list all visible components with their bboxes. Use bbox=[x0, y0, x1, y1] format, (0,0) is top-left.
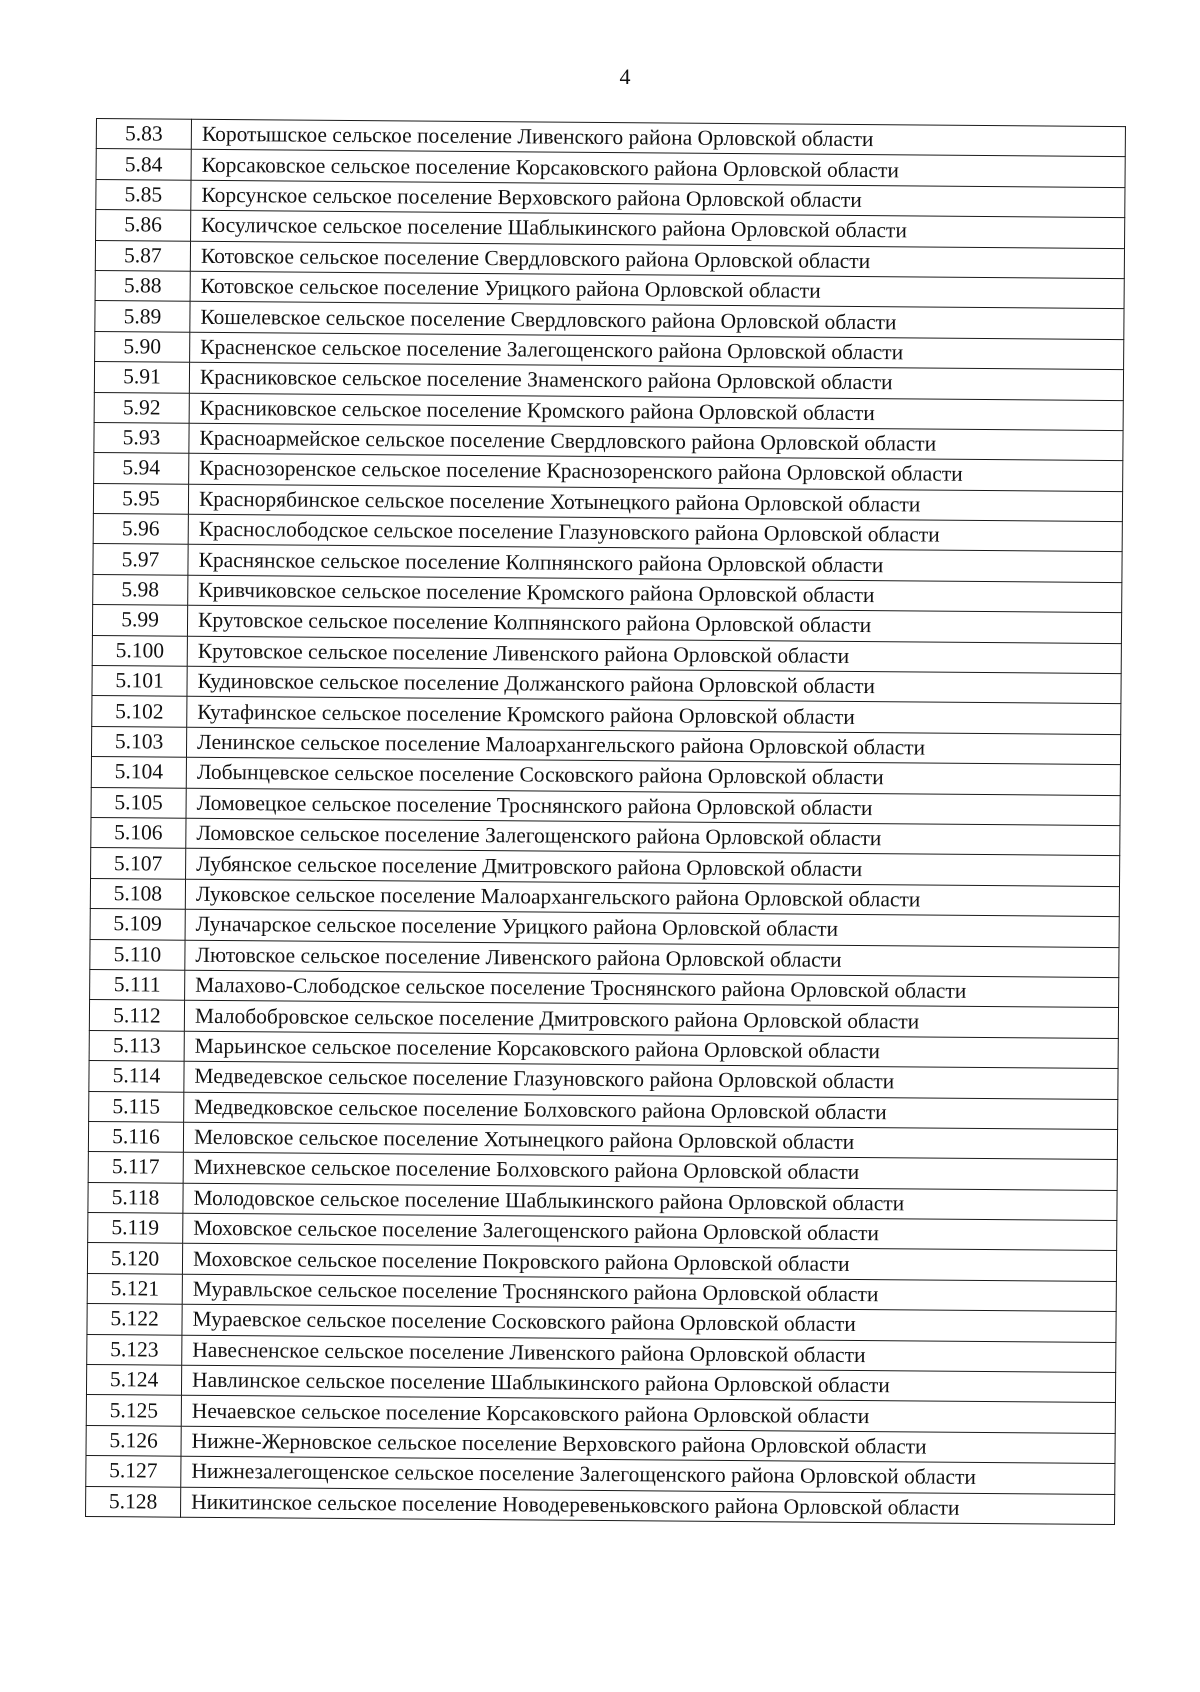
row-number-cell: 5.120 bbox=[87, 1243, 182, 1274]
settlement-name-cell: Котовское сельское поселение Свердловского района Орловской области bbox=[190, 241, 1124, 279]
row-number-cell: 5.113 bbox=[89, 1030, 184, 1061]
settlement-name-cell: Лютовское сельское поселение Ливенского района Орловской области bbox=[185, 940, 1119, 978]
settlement-name-cell: Красненское сельское поселение Залегощенского района Орловской области bbox=[190, 332, 1124, 370]
settlement-name-cell: Краснорябинское сельское поселение Хотынецкого района Орловской области bbox=[188, 484, 1122, 522]
row-number-cell: 5.126 bbox=[86, 1425, 181, 1456]
row-number-cell: 5.109 bbox=[90, 909, 185, 940]
settlement-name-cell: Корсунское сельское поселение Верховского района Орловской области bbox=[191, 180, 1125, 218]
settlement-name-cell: Мураевское сельское поселение Сосковского района Орловской области bbox=[182, 1304, 1116, 1342]
row-number-cell: 5.94 bbox=[94, 453, 189, 484]
settlement-name-cell: Малахово-Слободское сельское поселение Троснянского района Орловской области bbox=[185, 970, 1119, 1008]
page-number: 4 bbox=[619, 64, 631, 89]
settlement-name-cell: Кошелевское сельское поселение Свердловского района Орловской области bbox=[190, 302, 1124, 340]
settlement-name-cell: Коротышское сельское поселение Ливенского района Орловской области bbox=[191, 119, 1125, 157]
settlement-name-cell: Луковское сельское поселение Малоархангельского района Орловской области bbox=[185, 879, 1119, 917]
row-number-cell: 5.88 bbox=[95, 270, 190, 301]
row-number-cell: 5.86 bbox=[96, 210, 191, 241]
settlement-name-cell: Лобынцевское сельское поселение Сосковского района Орловской области bbox=[186, 757, 1120, 795]
row-number-cell: 5.98 bbox=[93, 574, 188, 605]
settlement-name-cell: Молодовское сельское поселение Шаблыкинского района Орловской области bbox=[183, 1183, 1117, 1221]
row-number-cell: 5.122 bbox=[87, 1304, 182, 1335]
settlement-name-cell: Ломовское сельское поселение Залегощенского района Орловской области bbox=[186, 818, 1120, 856]
row-number-cell: 5.83 bbox=[96, 119, 191, 150]
row-number-cell: 5.102 bbox=[92, 696, 187, 727]
settlement-name-cell: Меловское сельское поселение Хотынецкого района Орловской области bbox=[183, 1122, 1117, 1160]
settlement-name-cell: Михневское сельское поселение Болховского района Орловской области bbox=[183, 1152, 1117, 1190]
settlement-name-cell: Корсаковское сельское поселение Корсаковского района Орловской области bbox=[191, 150, 1125, 188]
row-number-cell: 5.84 bbox=[96, 149, 191, 180]
settlement-name-cell: Нижнезалегощенское сельское поселение Залегощенского района Орловской области bbox=[181, 1456, 1115, 1494]
row-number-cell: 5.118 bbox=[88, 1182, 183, 1213]
row-number-cell: 5.93 bbox=[94, 422, 189, 453]
row-number-cell: 5.96 bbox=[93, 514, 188, 545]
settlement-name-cell: Красниковское сельское поселение Кромского района Орловской области bbox=[189, 393, 1123, 431]
row-number-cell: 5.104 bbox=[91, 757, 186, 788]
row-number-cell: 5.89 bbox=[95, 301, 190, 332]
row-number-cell: 5.97 bbox=[93, 544, 188, 575]
settlement-name-cell: Краснянское сельское поселение Колпнянского района Орловской области bbox=[188, 545, 1122, 583]
row-number-cell: 5.119 bbox=[88, 1213, 183, 1244]
row-number-cell: 5.114 bbox=[89, 1061, 184, 1092]
settlement-name-cell: Марьинское сельское поселение Корсаковского района Орловской области bbox=[184, 1031, 1118, 1069]
row-number-cell: 5.128 bbox=[86, 1486, 181, 1517]
settlement-name-cell: Крутовское сельское поселение Колпнянского района Орловской области bbox=[187, 605, 1121, 643]
row-number-cell: 5.99 bbox=[92, 605, 187, 636]
settlement-name-cell: Крутовское сельское поселение Ливенского района Орловской области bbox=[187, 636, 1121, 674]
row-number-cell: 5.95 bbox=[93, 483, 188, 514]
settlement-name-cell: Кривчиковское сельское поселение Кромского района Орловской области bbox=[188, 575, 1122, 613]
settlement-name-cell: Котовское сельское поселение Урицкого района Орловской области bbox=[190, 271, 1124, 309]
row-number-cell: 5.91 bbox=[94, 362, 189, 393]
settlement-name-cell: Красниковское сельское поселение Знаменского района Орловской области bbox=[189, 362, 1123, 400]
settlement-name-cell: Ленинское сельское поселение Малоархангельского района Орловской области bbox=[186, 727, 1120, 765]
row-number-cell: 5.110 bbox=[90, 939, 185, 970]
row-number-cell: 5.108 bbox=[90, 878, 185, 909]
row-number-cell: 5.107 bbox=[91, 848, 186, 879]
row-number-cell: 5.106 bbox=[91, 817, 186, 848]
settlement-name-cell: Косуличское сельское поселение Шаблыкинского района Орловской области bbox=[191, 210, 1125, 248]
row-number-cell: 5.87 bbox=[95, 240, 190, 271]
row-number-cell: 5.117 bbox=[88, 1152, 183, 1183]
settlement-name-cell: Моховское сельское поселение Покровского района Орловской области bbox=[182, 1244, 1116, 1282]
row-number-cell: 5.116 bbox=[88, 1121, 183, 1152]
row-number-cell: 5.124 bbox=[86, 1364, 181, 1395]
settlement-name-cell: Кутафинское сельское поселение Кромского района Орловской области bbox=[187, 697, 1121, 735]
settlement-name-cell: Моховское сельское поселение Залегощенского района Орловской области bbox=[183, 1213, 1117, 1251]
settlement-name-cell: Красноармейское сельское поселение Свердловского района Орловской области bbox=[189, 423, 1123, 461]
row-number-cell: 5.105 bbox=[91, 787, 186, 818]
row-number-cell: 5.100 bbox=[92, 635, 187, 666]
table-body bbox=[86, 119, 1126, 1525]
row-number-cell: 5.111 bbox=[90, 969, 185, 1000]
row-number-cell: 5.115 bbox=[89, 1091, 184, 1122]
row-number-cell: 5.125 bbox=[86, 1395, 181, 1426]
row-number-cell: 5.112 bbox=[89, 1000, 184, 1031]
settlement-name-cell: Нижне-Жерновское сельское поселение Верховского района Орловской области bbox=[181, 1426, 1115, 1464]
row-number-cell: 5.101 bbox=[92, 666, 187, 697]
settlement-name-cell: Медведковское сельское поселение Болховского района Орловской области bbox=[184, 1092, 1118, 1130]
settlement-name-cell: Муравльское сельское поселение Троснянского района Орловской области bbox=[182, 1274, 1116, 1312]
settlement-name-cell: Кудиновское сельское поселение Должанского района Орловской области bbox=[187, 666, 1121, 704]
settlement-name-cell: Лубянское сельское поселение Дмитровского района Орловской области bbox=[186, 849, 1120, 887]
settlement-name-cell: Навлинское сельское поселение Шаблыкинского района Орловской области bbox=[181, 1365, 1115, 1403]
settlement-name-cell: Луначарское сельское поселение Урицкого района Орловской области bbox=[185, 909, 1119, 947]
settlement-name-cell: Ломовецкое сельское поселение Троснянского района Орловской области bbox=[186, 788, 1120, 826]
settlement-name-cell: Никитинское сельское поселение Новодеревеньковского района Орловской области bbox=[181, 1487, 1115, 1525]
settlement-name-cell: Нечаевское сельское поселение Корсаковского района Орловской области bbox=[181, 1396, 1115, 1434]
settlement-name-cell: Краснозоренское сельское поселение Краснозоренского района Орловской области bbox=[189, 454, 1123, 492]
settlement-name-cell: Медведевское сельское поселение Глазуновского района Орловской области bbox=[184, 1061, 1118, 1099]
row-number-cell: 5.127 bbox=[86, 1456, 181, 1487]
row-number-cell: 5.92 bbox=[94, 392, 189, 423]
settlement-name-cell: Краснослободское сельское поселение Глазуновского района Орловской области bbox=[188, 514, 1122, 552]
row-number-cell: 5.103 bbox=[91, 726, 186, 757]
row-number-cell: 5.90 bbox=[95, 331, 190, 362]
row-number-cell: 5.123 bbox=[87, 1334, 182, 1365]
settlements-table-wrapper bbox=[85, 118, 1126, 1525]
row-number-cell: 5.85 bbox=[96, 179, 191, 210]
row-number-cell: 5.121 bbox=[87, 1273, 182, 1304]
settlement-name-cell: Малобобровское сельское поселение Дмитровского района Орловской области bbox=[184, 1001, 1118, 1039]
settlement-name-cell: Навесненское сельское поселение Ливенского района Орловской области bbox=[182, 1335, 1116, 1373]
settlements-table bbox=[85, 118, 1126, 1525]
